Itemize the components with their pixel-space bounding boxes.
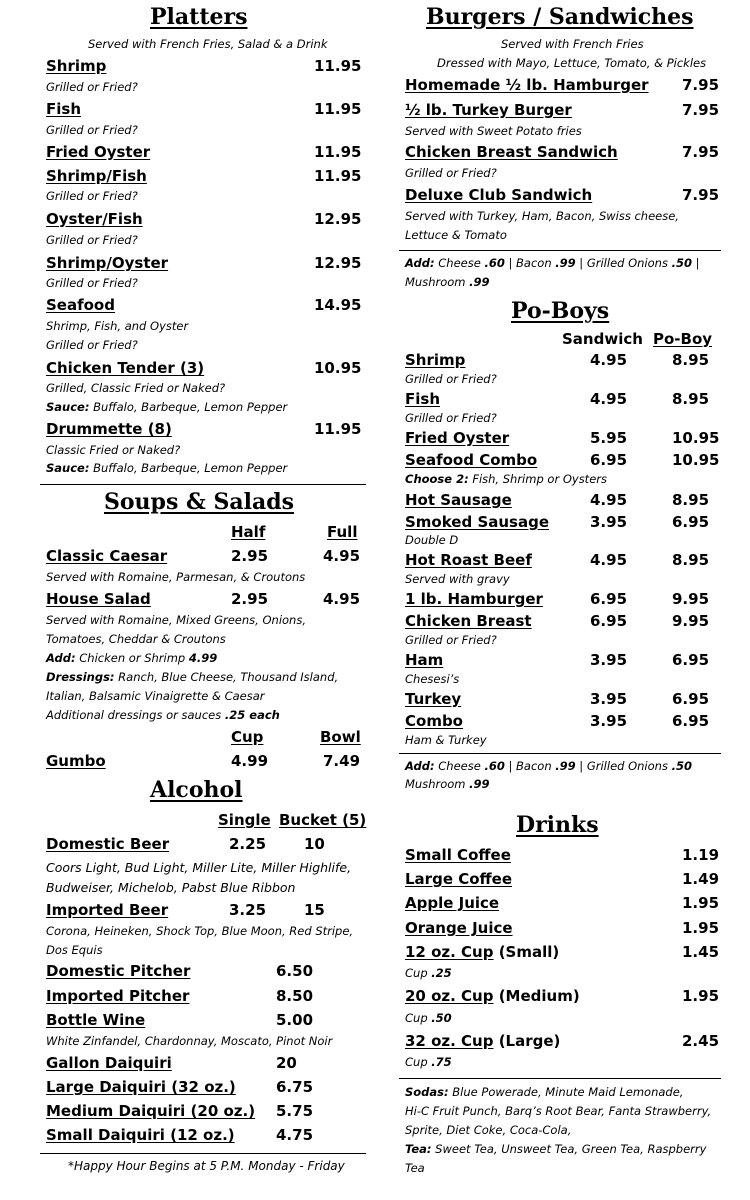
drink-price: 1.95 [682,987,720,1005]
salad-full-price: 4.95 [323,590,361,608]
poboy-poboy-price: 8.95 [672,351,710,369]
col-cup: Cup [231,728,264,746]
platter-price: 11.95 [314,100,362,118]
platter-price: 12.95 [314,210,362,228]
poboy-name: Ham [405,651,444,669]
salad-dressings: Dressings: Ranch, Blue Cheese, Thousand Island, [46,670,339,684]
burgers-subtitle-2: Dressed with Mayo, Lettuce, Tomato, & Pickles [437,56,707,70]
platter-desc: Shrimp, Fish, and Oyster [46,319,189,333]
drink-name: 20 oz. Cup (Medium) [405,987,580,1005]
burger-price: 7.95 [682,76,720,94]
tea-list: Tea: Sweet Tea, Unsweet Tea, Green Tea, Raspberry [405,1142,707,1156]
burger-desc: Lettuce & Tomato [405,228,507,242]
divider [40,1153,366,1154]
drink-cup-price: Cup .25 [405,966,452,980]
burger-price: 7.95 [682,143,720,161]
soups-title: Soups & Salads [104,489,295,515]
alcohol-name: Medium Daiquiri (20 oz.) [46,1102,256,1120]
poboy-name: Smoked Sausage [405,513,550,531]
salad-half-price: 2.95 [231,547,269,565]
alcohol-price: 8.50 [276,987,314,1005]
platter-desc: Grilled or Fried? [46,189,138,203]
burger-desc: Served with Sweet Potato fries [405,124,582,138]
poboy-sandwich-price: 3.95 [590,712,628,730]
poboy-desc: Choose 2: Fish, Shrimp or Oysters [405,472,607,486]
poboy-poboy-price: 10.95 [672,451,720,469]
platter-name: Oyster/Fish [46,210,143,228]
platter-sauce: Sauce: Buffalo, Barbeque, Lemon Pepper [46,400,288,414]
gumbo-cup-price: 4.99 [231,752,269,770]
platter-desc: Classic Fried or Naked? [46,443,181,457]
platter-desc: Grilled or Fried? [46,80,138,94]
platter-price: 10.95 [314,359,362,377]
drink-name: 12 oz. Cup (Small) [405,943,560,961]
alcohol-price: 6.50 [276,962,314,980]
happy-hour-note: *Happy Hour Begins at 5 P.M. Monday - Friday [68,1159,345,1173]
sodas-list-2: Hi-C Fruit Punch, Barq’s Root Bear, Fanta Strawberry, [405,1104,712,1118]
divider [399,753,721,754]
poboy-sandwich-price: 4.95 [590,351,628,369]
poboy-poboy-price: 10.95 [672,429,720,447]
salad-name: Classic Caesar [46,547,168,565]
col-half: Half [231,523,266,541]
burgers-subtitle: Served with French Fries [501,37,644,51]
alcohol-desc: White Zinfandel, Chardonnay, Moscato, Pinot Noir [46,1034,333,1048]
poboy-poboy-price: 8.95 [672,491,710,509]
drink-price: 1.95 [682,894,720,912]
salad-dressings-2: Italian, Balsamic Vinaigrette & Caesar [46,689,265,703]
poboy-addons: Add: Cheese .60 | Bacon .99 | Grilled Onions .50 [405,759,692,773]
tea-list-2: Tea [405,1161,425,1175]
burger-price: 7.95 [682,101,720,119]
burger-price: 7.95 [682,186,720,204]
burger-name: ½ lb. Turkey Burger [405,101,572,119]
drink-name: Small Coffee [405,846,511,864]
poboy-poboy-price: 6.95 [672,513,710,531]
platter-name: Chicken Tender (3) [46,359,205,377]
poboy-name: Hot Roast Beef [405,551,532,569]
col-full: Full [327,523,358,541]
alcohol-price: 4.75 [276,1126,314,1144]
alcohol-title: Alcohol [150,777,243,803]
poboy-desc: Served with gravy [405,572,510,586]
poboy-name: Chicken Breast [405,612,532,630]
salad-desc: Tomatoes, Cheddar & Croutons [46,632,226,646]
alcohol-name: Bottle Wine [46,1011,146,1029]
beer-desc: Dos Equis [46,943,103,957]
beer-name: Domestic Beer [46,835,170,853]
poboy-name: Combo [405,712,463,730]
poboy-sandwich-price: 3.95 [590,690,628,708]
beer-name: Imported Beer [46,901,169,919]
drink-name: 32 oz. Cup (Large) [405,1032,561,1050]
poboy-desc: Double D [405,533,459,547]
poboy-name: Shrimp [405,351,466,369]
drink-price: 1.95 [682,919,720,937]
platter-price: 11.95 [314,57,362,75]
alcohol-name: Large Daiquiri (32 oz.) [46,1078,236,1096]
salad-add: Add: Chicken or Shrimp 4.99 [46,651,218,665]
salad-half-price: 2.95 [231,590,269,608]
platter-desc: Grilled or Fried? [46,123,138,137]
platter-price: 11.95 [314,143,362,161]
gumbo-bowl-price: 7.49 [323,752,361,770]
poboy-name: Hot Sausage [405,491,512,509]
beer-single-price: 2.25 [229,835,267,853]
alcohol-name: Gallon Daiquiri [46,1054,172,1072]
salad-extra: Additional dressings or sauces .25 each [46,708,280,722]
platter-name: Shrimp [46,57,107,75]
platter-desc: Grilled or Fried? [46,233,138,247]
alcohol-name: Imported Pitcher [46,987,190,1005]
alcohol-name: Small Daiquiri (12 oz.) [46,1126,235,1144]
drink-price: 1.45 [682,943,720,961]
beer-bucket-price: 10 [304,835,325,853]
beer-bucket-price: 15 [304,901,325,919]
platter-sauce: Sauce: Buffalo, Barbeque, Lemon Pepper [46,461,288,475]
divider [40,484,366,485]
poboy-sandwich-price: 5.95 [590,429,628,447]
poboy-poboy-price: 8.95 [672,551,710,569]
platter-price: 14.95 [314,296,362,314]
burger-name: Homemade ½ lb. Hamburger [405,76,649,94]
poboy-sandwich-price: 4.95 [590,390,628,408]
poboy-poboy-price: 8.95 [672,390,710,408]
poboy-sandwich-price: 6.95 [590,612,628,630]
platters-subtitle: Served with French Fries, Salad & a Drink [88,37,328,51]
alcohol-price: 5.75 [276,1102,314,1120]
drink-name: Apple Juice [405,894,500,912]
beer-single-price: 3.25 [229,901,267,919]
salad-full-price: 4.95 [323,547,361,565]
col-bucket: Bucket (5) [279,811,367,829]
alcohol-price: 5.00 [276,1011,314,1029]
platter-name: Shrimp/Fish [46,167,147,185]
poboy-name: Turkey [405,690,462,708]
drinks-title: Drinks [516,812,599,838]
col-sandwich: Sandwich [562,330,643,348]
platter-name: Seafood [46,296,115,314]
platter-price: 12.95 [314,254,362,272]
burger-name: Chicken Breast Sandwich [405,143,618,161]
beer-desc: Coors Light, Bud Light, Miller Lite, Miller Highlife, [46,860,352,875]
burger-addons-2: Mushroom .99 [405,275,490,289]
drink-cup-price: Cup .75 [405,1055,452,1069]
platter-price: 11.95 [314,167,362,185]
poboys-title: Po-Boys [511,298,610,324]
poboy-desc: Chesesi’s [405,672,460,686]
drink-name: Large Coffee [405,870,513,888]
divider [399,250,721,251]
poboy-desc: Grilled or Fried? [405,633,497,647]
platter-price: 11.95 [314,420,362,438]
poboy-sandwich-price: 6.95 [590,590,628,608]
platter-desc: Grilled or Fried? [46,276,138,290]
poboy-sandwich-price: 3.95 [590,651,628,669]
salad-name: House Salad [46,590,151,608]
alcohol-price: 6.75 [276,1078,314,1096]
drink-name: Orange Juice [405,919,513,937]
poboy-poboy-price: 6.95 [672,712,710,730]
divider [399,1078,721,1079]
sodas-list: Sodas: Blue Powerade, Minute Maid Lemonade, [405,1085,684,1099]
poboy-sandwich-price: 4.95 [590,491,628,509]
poboy-poboy-price: 6.95 [672,690,710,708]
drink-cup-price: Cup .50 [405,1011,452,1025]
col-single: Single [218,811,271,829]
poboy-name: Seafood Combo [405,451,538,469]
platter-name: Shrimp/Oyster [46,254,169,272]
poboy-desc: Grilled or Fried? [405,411,497,425]
platter-desc: Grilled or Fried? [46,338,138,352]
platter-name: Drummette (8) [46,420,172,438]
poboy-desc: Ham & Turkey [405,733,487,747]
sodas-list-3: Sprite, Diet Coke, Coca-Cola, [405,1123,572,1137]
alcohol-name: Domestic Pitcher [46,962,191,980]
platter-name: Fried Oyster [46,143,151,161]
burger-addons: Add: Cheese .60 | Bacon .99 | Grilled Onions .50 | [405,256,700,270]
burger-name: Deluxe Club Sandwich [405,186,593,204]
poboy-sandwich-price: 6.95 [590,451,628,469]
platter-name: Fish [46,100,81,118]
poboy-sandwich-price: 3.95 [590,513,628,531]
platters-title: Platters [150,4,248,30]
col-poboy: Po-Boy [653,330,713,348]
poboy-sandwich-price: 4.95 [590,551,628,569]
poboy-addons-2: Mushroom .99 [405,777,490,791]
poboy-desc: Grilled or Fried? [405,372,497,386]
salad-desc: Served with Romaine, Parmesan, & Croutons [46,570,306,584]
poboy-name: 1 lb. Hamburger [405,590,543,608]
platter-desc: Grilled, Classic Fried or Naked? [46,381,226,395]
poboy-name: Fish [405,390,440,408]
poboy-poboy-price: 6.95 [672,651,710,669]
beer-desc: Budweiser, Michelob, Pabst Blue Ribbon [46,880,296,895]
drink-price: 2.45 [682,1032,720,1050]
drink-price: 1.49 [682,870,720,888]
salad-desc: Served with Romaine, Mixed Greens, Onions, [46,613,306,627]
poboy-poboy-price: 9.95 [672,590,710,608]
burger-desc: Grilled or Fried? [405,166,497,180]
beer-desc: Corona, Heineken, Shock Top, Blue Moon, Red Stripe, [46,924,354,938]
alcohol-price: 20 [276,1054,297,1072]
poboy-name: Fried Oyster [405,429,510,447]
poboy-poboy-price: 9.95 [672,612,710,630]
col-bowl: Bowl [320,728,361,746]
gumbo-name: Gumbo [46,752,106,770]
drink-price: 1.19 [682,846,720,864]
burger-desc: Served with Turkey, Ham, Bacon, Swiss cheese, [405,209,679,223]
burgers-title: Burgers / Sandwiches [426,4,694,30]
